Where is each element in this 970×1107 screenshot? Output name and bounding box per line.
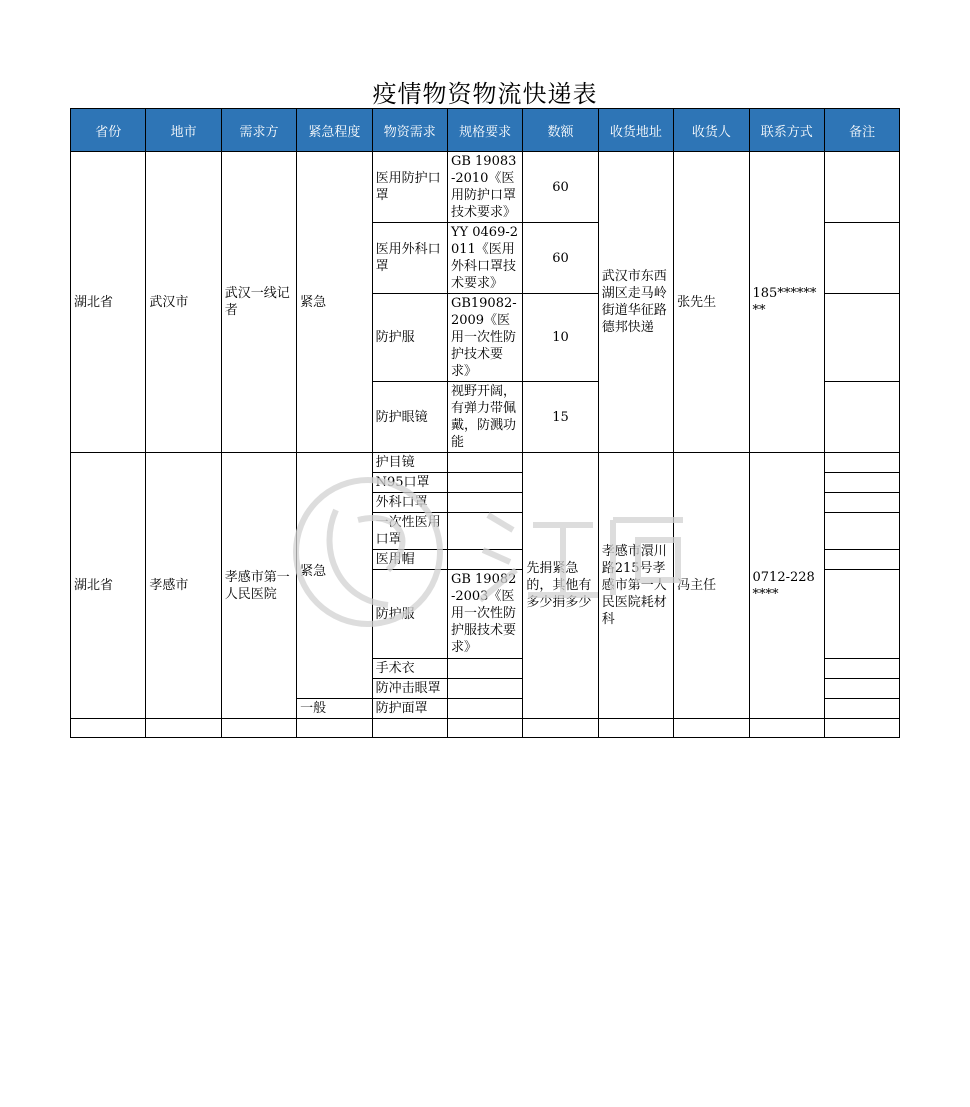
header-quantity[interactable]: 数额 bbox=[523, 109, 598, 152]
supply-cell[interactable]: 防护服 bbox=[372, 294, 447, 382]
remark-cell[interactable] bbox=[824, 382, 899, 453]
remark-cell[interactable] bbox=[824, 473, 899, 493]
header-contact[interactable]: 联系方式 bbox=[749, 109, 824, 152]
supply-cell[interactable]: 手术衣 bbox=[372, 659, 447, 679]
spec-cell[interactable]: GB 19082-2003《医用一次性防护服技术要求》 bbox=[447, 570, 522, 659]
urgency-cell[interactable]: 紧急 bbox=[297, 152, 372, 453]
receiver-cell[interactable]: 冯主任 bbox=[674, 453, 749, 719]
header-row bbox=[71, 109, 900, 152]
empty-cell[interactable] bbox=[674, 719, 749, 738]
supply-cell[interactable]: 防冲击眼罩 bbox=[372, 679, 447, 699]
header-supply[interactable]: 物资需求 bbox=[372, 109, 447, 152]
spec-cell[interactable] bbox=[447, 699, 522, 719]
spec-cell[interactable] bbox=[447, 513, 522, 550]
city-cell[interactable]: 武汉市 bbox=[146, 152, 221, 453]
remark-cell[interactable] bbox=[824, 679, 899, 699]
remark-cell[interactable] bbox=[824, 223, 899, 294]
spec-cell[interactable] bbox=[447, 550, 522, 570]
logistics-table bbox=[70, 108, 900, 738]
urgency-cell[interactable]: 紧急 bbox=[297, 453, 372, 699]
remark-cell[interactable] bbox=[824, 294, 899, 382]
remark-cell[interactable] bbox=[824, 453, 899, 473]
receiver-cell[interactable]: 张先生 bbox=[674, 152, 749, 453]
supply-cell[interactable]: 医用外科口罩 bbox=[372, 223, 447, 294]
empty-cell[interactable] bbox=[523, 719, 598, 738]
supply-cell[interactable]: N95口罩 bbox=[372, 473, 447, 493]
header-remark[interactable]: 备注 bbox=[824, 109, 899, 152]
remark-cell[interactable] bbox=[824, 550, 899, 570]
empty-cell[interactable] bbox=[749, 719, 824, 738]
header-address[interactable]: 收货地址 bbox=[598, 109, 673, 152]
empty-cell[interactable] bbox=[297, 719, 372, 738]
address-cell[interactable]: 武汉市东西湖区走马岭街道华征路德邦快递 bbox=[598, 152, 673, 453]
quantity-cell[interactable]: 60 bbox=[523, 223, 598, 294]
province-cell[interactable]: 湖北省 bbox=[71, 453, 146, 719]
empty-row bbox=[71, 719, 900, 738]
header-city[interactable]: 地市 bbox=[146, 109, 221, 152]
spec-cell[interactable] bbox=[447, 453, 522, 473]
remark-cell[interactable] bbox=[824, 513, 899, 550]
province-cell[interactable]: 湖北省 bbox=[71, 152, 146, 453]
spec-cell[interactable]: 视野开阔，有弹力带佩戴，防溅功能 bbox=[447, 382, 522, 453]
quantity-cell[interactable]: 60 bbox=[523, 152, 598, 223]
supply-cell[interactable]: 医用防护口罩 bbox=[372, 152, 447, 223]
requester-cell[interactable]: 孝感市第一人民医院 bbox=[221, 453, 296, 719]
empty-cell[interactable] bbox=[447, 719, 522, 738]
header-spec[interactable]: 规格要求 bbox=[447, 109, 522, 152]
empty-cell[interactable] bbox=[221, 719, 296, 738]
empty-cell[interactable] bbox=[824, 719, 899, 738]
remark-cell[interactable] bbox=[824, 570, 899, 659]
header-province[interactable]: 省份 bbox=[71, 109, 146, 152]
quantity-cell[interactable]: 15 bbox=[523, 382, 598, 453]
empty-cell[interactable] bbox=[71, 719, 146, 738]
address-cell[interactable]: 孝感市澴川路215号孝感市第一人民医院耗材科 bbox=[598, 453, 673, 719]
contact-cell[interactable]: 185******** bbox=[749, 152, 824, 453]
table-row bbox=[71, 453, 900, 473]
table-row bbox=[71, 152, 900, 223]
supply-cell[interactable]: 防护面罩 bbox=[372, 699, 447, 719]
empty-cell[interactable] bbox=[146, 719, 221, 738]
urgency-cell[interactable]: 一般 bbox=[297, 699, 372, 719]
header-receiver[interactable]: 收货人 bbox=[674, 109, 749, 152]
remark-cell[interactable] bbox=[824, 152, 899, 223]
supply-cell[interactable]: 医用帽 bbox=[372, 550, 447, 570]
supply-cell[interactable]: 一次性医用口罩 bbox=[372, 513, 447, 550]
spec-cell[interactable]: GB19082-2009《医用一次性防护技术要求》 bbox=[447, 294, 522, 382]
empty-cell[interactable] bbox=[598, 719, 673, 738]
header-requester[interactable]: 需求方 bbox=[221, 109, 296, 152]
spec-cell[interactable] bbox=[447, 493, 522, 513]
sheet-title: 疫情物资物流快递表 bbox=[372, 80, 598, 108]
remark-cell[interactable] bbox=[824, 493, 899, 513]
supply-cell[interactable]: 外科口罩 bbox=[372, 493, 447, 513]
contact-cell[interactable]: 0712-228**** bbox=[749, 453, 824, 719]
supply-cell[interactable]: 防护服 bbox=[372, 570, 447, 659]
remark-cell[interactable] bbox=[824, 659, 899, 679]
supply-cell[interactable]: 护目镜 bbox=[372, 453, 447, 473]
quantity-cell[interactable]: 先捐紧急的，其他有多少捐多少 bbox=[523, 453, 598, 719]
remark-cell[interactable] bbox=[824, 699, 899, 719]
spec-cell[interactable] bbox=[447, 473, 522, 493]
empty-cell[interactable] bbox=[372, 719, 447, 738]
header-urgency[interactable]: 紧急程度 bbox=[297, 109, 372, 152]
spec-cell[interactable] bbox=[447, 659, 522, 679]
spec-cell[interactable]: GB 19083-2010《医用防护口罩技术要求》 bbox=[447, 152, 522, 223]
city-cell[interactable]: 孝感市 bbox=[146, 453, 221, 719]
spec-cell[interactable]: YY 0469-2011《医用外科口罩技术要求》 bbox=[447, 223, 522, 294]
spec-cell[interactable] bbox=[447, 679, 522, 699]
quantity-cell[interactable]: 10 bbox=[523, 294, 598, 382]
supply-cell[interactable]: 防护眼镜 bbox=[372, 382, 447, 453]
requester-cell[interactable]: 武汉一线记者 bbox=[221, 152, 296, 453]
